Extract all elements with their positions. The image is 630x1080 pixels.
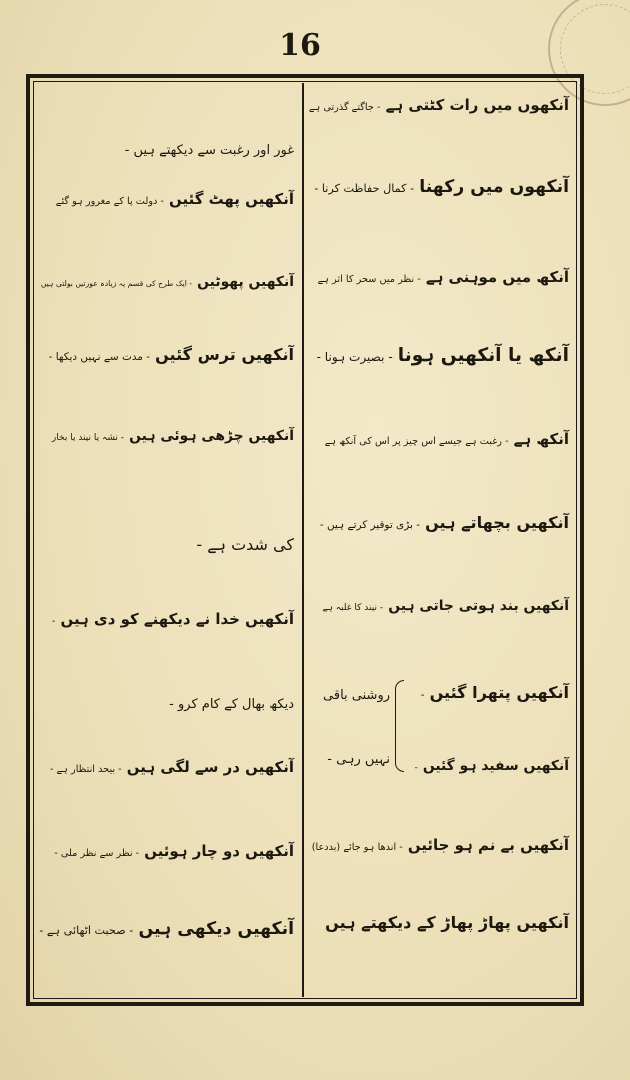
- idiom: آنکھیں خدا نے دیکھنے کو دی ہیں: [60, 610, 294, 628]
- idiom: آنکھ ہے: [513, 430, 569, 448]
- meaning: - نظر میں سحر کا اثر ہے: [317, 274, 421, 285]
- meaning: - مدت سے نہیں دیکھا -: [48, 351, 150, 363]
- meaning: -: [51, 616, 56, 627]
- meaning: - بیحد انتظار ہے -: [49, 764, 122, 775]
- idiom: آنکھیں پھوٹیں: [197, 274, 294, 290]
- entry: [39, 609, 294, 629]
- entry: [308, 177, 569, 198]
- meaning: - کمال حفاظت کرنا -: [314, 182, 415, 195]
- meaning: - اندھا ہو جائے (بددعا): [311, 842, 403, 853]
- entry: [39, 135, 294, 159]
- idiom: آنکھیں دو چار ہوئیں: [144, 842, 294, 860]
- entry: [39, 425, 294, 445]
- entry: [39, 841, 294, 861]
- page-number: 16: [279, 28, 321, 63]
- idiom: آنکھیں بند ہوتی جاتی ہیں: [388, 598, 569, 614]
- entry: [39, 271, 294, 291]
- meaning: - نظر سے نظر ملی -: [54, 848, 140, 859]
- idiom: آنکھیں چڑھی ہوئی ہیں: [129, 428, 294, 444]
- idiom: آنکھ میں موہنی ہے: [425, 268, 569, 286]
- entry: [39, 531, 294, 555]
- entry: [308, 913, 569, 932]
- entry: [414, 683, 569, 702]
- meaning: - ایک طرح کی قسم یہ زیادہ عورتیں بولتی ہیں: [40, 279, 193, 288]
- meaning: کی شدت ہے -: [196, 535, 294, 554]
- meaning: - جاگتے گذرتی ہے: [308, 102, 381, 113]
- meaning: -: [420, 689, 425, 701]
- entry: [414, 755, 569, 775]
- entry: [39, 689, 294, 713]
- meaning: -: [414, 763, 418, 773]
- idiom: آنکھیں پھاڑ پھاڑ کے دیکھتے ہیں: [325, 913, 569, 932]
- entry: [39, 189, 294, 209]
- idiom: آنکھوں میں رات کٹتی ہے: [385, 96, 569, 114]
- idiom: آنکھوں میں رکھنا: [419, 177, 569, 197]
- idiom: آنکھیں بے نم ہو جائیں: [407, 836, 569, 854]
- idiom: آنکھیں بچھاتے ہیں: [425, 513, 569, 532]
- meaning: - بڑی توقیر کرتے ہیں -: [319, 519, 420, 531]
- idiom: آنکھ یا آنکھیں ہونا: [397, 345, 569, 366]
- meaning: - بصیرت ہونا -: [316, 350, 393, 364]
- entry: [308, 429, 569, 449]
- entry: [308, 835, 569, 855]
- idiom: آنکھیں پتھرا گئیں: [429, 683, 569, 702]
- meaning: غور اور رغبت سے دیکھتے ہیں -: [124, 143, 294, 158]
- idiom: آنکھیں در سے لگی ہیں: [126, 758, 294, 776]
- idiom: آنکھیں سفید ہو گئیں: [422, 758, 569, 774]
- meaning: - دولت پا کے مغرور ہو گئے: [55, 196, 164, 207]
- brace-note-line: نہیں رہی -: [327, 752, 390, 767]
- entry: [39, 757, 294, 777]
- meaning: - رغبت ہے جیسے اس چیز پر اس کی آنکھ ہے: [324, 436, 509, 447]
- meaning: - نشہ یا نیند یا بخار: [51, 433, 125, 443]
- entry: [39, 919, 294, 940]
- meaning: - صحبت اٹھائی ہے -: [39, 924, 134, 937]
- right-column: [304, 83, 575, 997]
- idiom: آنکھیں ترس گئیں: [155, 345, 294, 364]
- entry: [308, 345, 569, 367]
- idiom: آنکھیں پھٹ گئیں: [169, 190, 294, 208]
- entry: [39, 345, 294, 364]
- meaning: - نیند کا غلبہ ہے: [322, 603, 384, 613]
- entry: [308, 95, 569, 115]
- grouping-brace: [395, 680, 404, 772]
- entry: [308, 595, 569, 615]
- entry: [308, 513, 569, 532]
- brace-note-line: روشنی باقی: [323, 688, 390, 703]
- entry: [308, 267, 569, 287]
- meaning: دیکھ بھال کے کام کرو -: [169, 697, 294, 712]
- left-column: [35, 83, 300, 997]
- idiom: آنکھیں دیکھی ہیں: [138, 919, 294, 939]
